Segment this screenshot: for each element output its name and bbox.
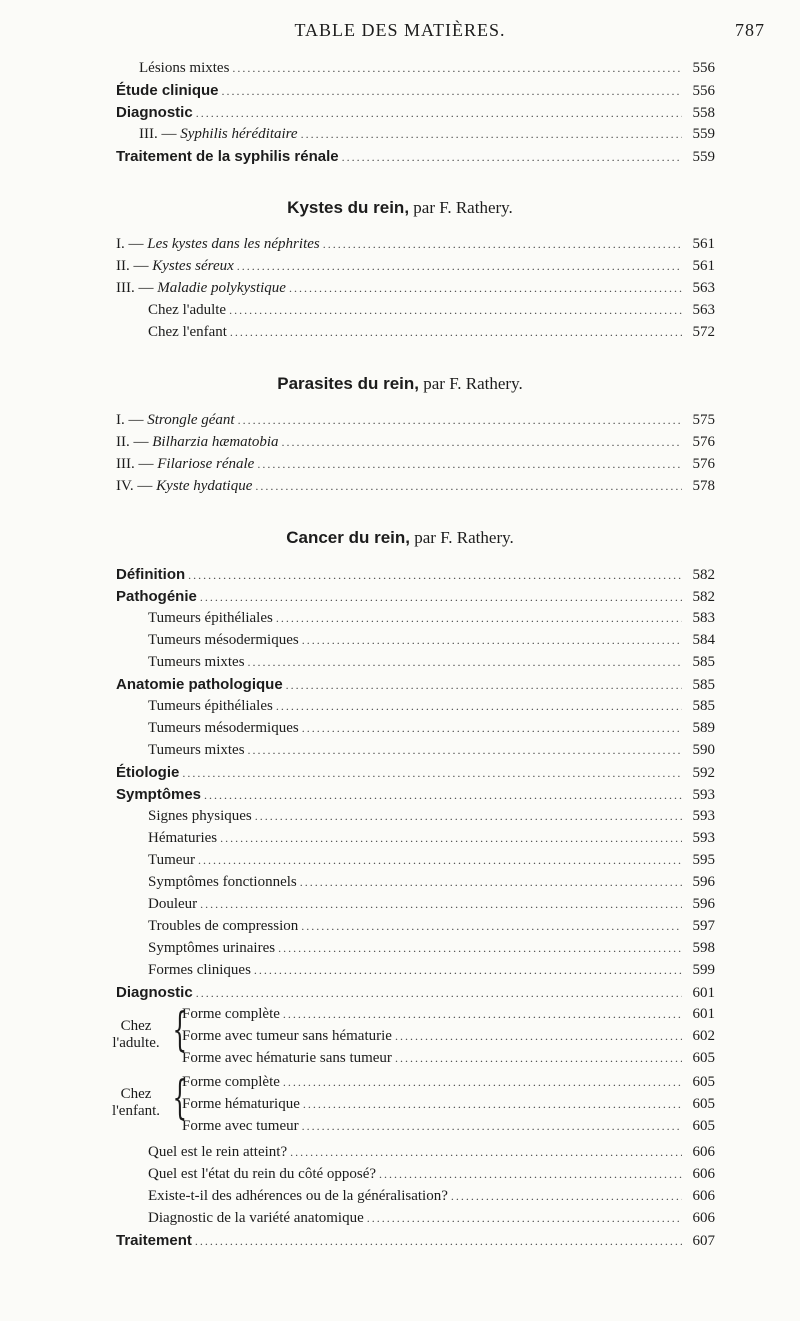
toc-entry: Existe-t-il des adhérences ou de la généralisation? ..... 606: [0, 1188, 800, 1210]
toc-entry: Forme hématurique ..... 605: [0, 1096, 800, 1118]
toc-entry: III. — Filariose rénale ..... 576: [0, 456, 800, 478]
toc-entry: Lésions mixtes ..... 556: [0, 60, 800, 82]
toc-entry: Diagnostic de la variété anatomique ..... 606: [0, 1210, 800, 1232]
toc-entry: Diagnostic ..... 601: [0, 984, 800, 1006]
toc-entry: Symptômes fonctionnels ..... 596: [0, 874, 800, 896]
page-header: [0, 20, 800, 44]
toc-entry: Tumeurs épithéliales ..... 583: [0, 610, 800, 632]
toc-entry: Troubles de compression ..... 597: [0, 918, 800, 940]
toc-entry: Quel est le rein atteint? ..... 606: [0, 1144, 800, 1166]
toc-entry: Tumeurs épithéliales ..... 585: [0, 698, 800, 720]
toc-entry: I. — Les kystes dans les néphrites ..... 561: [0, 236, 800, 258]
toc-entry: I. — Strongle géant ..... 575: [0, 412, 800, 434]
toc-entry: Étiologie ..... 592: [0, 764, 800, 786]
toc-entry: Anatomie pathologique ..... 585: [0, 676, 800, 698]
running-title: TABLE DES MATIÈRES.: [294, 20, 506, 40]
toc-entry: Chez l'enfant ..... 572: [0, 324, 800, 346]
toc-entry: Hématuries ..... 593: [0, 830, 800, 852]
toc-entry: Tumeurs mixtes ..... 590: [0, 742, 800, 764]
toc-entry: Traitement ..... 607: [0, 1232, 800, 1254]
toc-entry: Tumeurs mésodermiques ..... 584: [0, 632, 800, 654]
toc-entry: Formes cliniques ..... 599: [0, 962, 800, 984]
toc-entry: Forme complète ..... 605: [0, 1074, 800, 1096]
section-title-parasites: Parasites du rein, par F. Rathery.: [277, 374, 523, 393]
toc-entry: Symptômes urinaires ..... 598: [0, 940, 800, 962]
toc-entry: Chez l'adulte ..... 563: [0, 302, 800, 324]
toc-entry: Forme avec tumeur sans hématurie ..... 602: [0, 1028, 800, 1050]
page-number: 787: [735, 20, 765, 40]
toc-entry: Douleur ..... 596: [0, 896, 800, 918]
toc-entry: II. — Bilharzia hæmatobia ..... 576: [0, 434, 800, 456]
toc-entry: Quel est l'état du rein du côté opposé? ..... 606: [0, 1166, 800, 1188]
toc-entry: Forme complète ..... 601: [0, 1006, 800, 1028]
toc-entry: III. — Syphilis héréditaire ..... 559: [0, 126, 800, 148]
toc-entry: IV. — Kyste hydatique ..... 578: [0, 478, 800, 500]
section-title-kystes: Kystes du rein, par F. Rathery.: [287, 198, 513, 217]
toc-entry: Tumeur ..... 595: [0, 852, 800, 874]
toc-entry: III. — Maladie polykystique ..... 563: [0, 280, 800, 302]
brace-adult: {: [172, 1002, 188, 1056]
toc-entry: Pathogénie ..... 582: [0, 588, 800, 610]
toc-entry: Tumeurs mésodermiques ..... 589: [0, 720, 800, 742]
toc-entry: Traitement de la syphilis rénale ..... 559: [0, 148, 800, 170]
toc-entry: Étude clinique ..... 556: [0, 82, 800, 104]
toc-entry: Signes physiques ..... 593: [0, 808, 800, 830]
brace-child: {: [172, 1070, 188, 1124]
toc-entry: Définition ..... 582: [0, 566, 800, 588]
group-label-child: Chez l'enfant.: [111, 1086, 161, 1119]
toc-entry: II. — Kystes séreux ..... 561: [0, 258, 800, 280]
toc-entry: Tumeurs mixtes ..... 585: [0, 654, 800, 676]
group-label-adult: Chez l'adulte.: [112, 1018, 160, 1051]
toc-entry: Diagnostic ..... 558: [0, 104, 800, 126]
section-title-cancer: Cancer du rein, par F. Rathery.: [286, 528, 514, 547]
toc-entry: Forme avec hématurie sans tumeur ..... 605: [0, 1050, 800, 1072]
toc-entry: Symptômes ..... 593: [0, 786, 800, 808]
toc-entry: Forme avec tumeur ..... 605: [0, 1118, 800, 1140]
